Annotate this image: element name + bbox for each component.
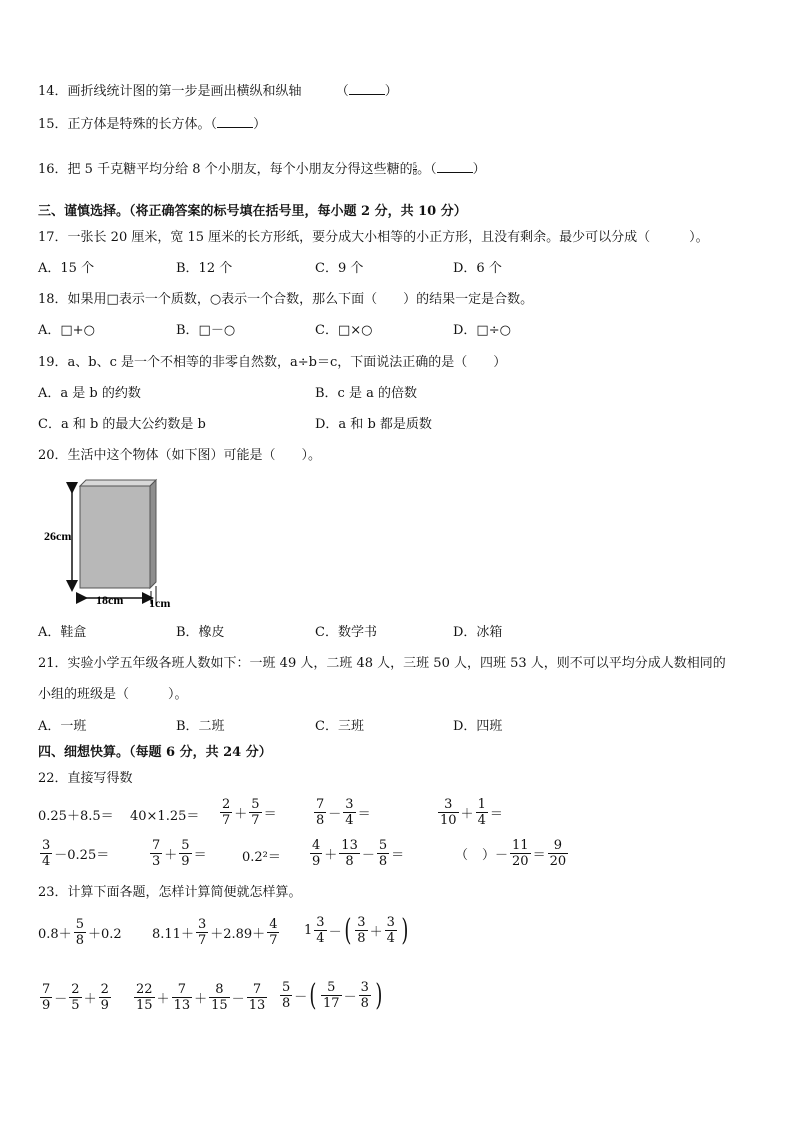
q22-expr-8: 0.2²＝ [242, 849, 281, 865]
q23-expr-5: $\frac{22}{15}$ ＋ $\frac{7}{13}$ ＋ $\frac{8}{15}$ － $\frac{7}{13}$ [136, 982, 266, 1013]
q18-option-d[interactable]: D．□÷○ [453, 323, 511, 338]
q17-option-b[interactable]: B．12 个 [176, 261, 233, 276]
q19-option-b[interactable]: B．c 是 a 的倍数 [315, 386, 417, 401]
q23-expr-2: 8.11＋ $\frac{3}{7}$ ＋2.89＋ $\frac{4}{7}$ [152, 917, 278, 948]
question-23: 23．计算下面各题，怎样计算简便就怎样算。 [38, 885, 302, 900]
fraction: $\frac{5}{8}$ [412, 162, 418, 177]
question-18: 18．如果用□表示一个质数，○表示一个合数，那么下面（ ）的结果一定是合数。 [38, 292, 534, 307]
q22-expr-3: $\frac{2}{7}$ ＋ $\frac{5}{7}$ ＝ [222, 797, 277, 828]
section-4-title: 四、细想快算。（每题 6 分，共 24 分） [38, 745, 272, 760]
q21-option-d[interactable]: D．四班 [453, 719, 503, 734]
book-top [80, 480, 156, 486]
q18-option-b[interactable]: B．□－○ [176, 323, 236, 338]
q22-expr-1: 0.25＋8.5＝ [38, 808, 114, 824]
question-21-cont: 小组的班级是（ ）。 [38, 687, 188, 702]
q22-expr-7: $\frac{7}{3}$ ＋ $\frac{5}{9}$ ＝ [152, 838, 207, 869]
question-17: 17．一张长 20 厘米，宽 15 厘米的长方形纸，要分成大小相等的小正方形，且没有剩余。最少可以分成（ ）。 [38, 230, 709, 245]
q22-expr-4: $\frac{7}{8}$ － $\frac{3}{4}$ ＝ [316, 797, 371, 828]
q22-expr-6: $\frac{3}{4}$ －0.25＝ [42, 838, 110, 869]
question-16: 16．把 5 千克糖平均分给 8 个小朋友，每个小朋友分得这些糖的 $\frac{5}{8}$ 。（ ） [38, 162, 486, 177]
book-figure [38, 476, 188, 616]
width-label: 18cm [96, 593, 124, 607]
depth-label: 1cm [149, 596, 171, 610]
question-22: 22．直接写得数 [38, 771, 133, 786]
question-19: 19．a、b、c 是一个不相等的非零自然数，a÷b＝c，下面说法正确的是（ ） [38, 355, 507, 370]
q18-option-a[interactable]: A．□+○ [38, 323, 95, 338]
answer-blank[interactable] [217, 115, 253, 128]
q21-option-b[interactable]: B．二班 [176, 719, 225, 734]
question-15: 15．正方体是特殊的长方体。（ ） [38, 117, 267, 132]
q22-expr-5: $\frac{3}{10}$ ＋ $\frac{1}{4}$ ＝ [440, 797, 503, 828]
question-21: 21．实验小学五年级各班人数如下：一班 49 人，二班 48 人，三班 50 人，四班 53 人，则不可以平均分成人数相同的 [38, 656, 726, 671]
q22-expr-9: $\frac{4}{9}$ ＋ $\frac{13}{8}$ － $\frac{5}{8}$ ＝ [312, 838, 405, 869]
book-front [80, 486, 150, 588]
answer-blank[interactable] [437, 160, 473, 173]
q19-option-c[interactable]: C．a 和 b 的最大公约数是 b [38, 417, 206, 432]
q22-expr-2: 40×1.25＝ [130, 808, 200, 824]
q23-expr-3: 1 $\frac{3}{4}$ － ( $\frac{3}{8}$ ＋ $\frac{3}{4}$ ) [304, 912, 409, 948]
q17-option-d[interactable]: D．6 个 [453, 261, 502, 276]
book-side [150, 480, 156, 588]
q20-option-c[interactable]: C．数学书 [315, 625, 377, 640]
q22-expr-10: （ ）－ $\frac{11}{20}$ ＝ $\frac{9}{20}$ [455, 838, 567, 869]
q20-option-d[interactable]: D．冰箱 [453, 625, 503, 640]
question-14: 14．画折线统计图的第一步是画出横纵和纵轴 （ ） [38, 84, 398, 99]
q17-option-a[interactable]: A．15 个 [38, 261, 95, 276]
q23-expr-1: 0.8＋ $\frac{5}{8}$ ＋0.2 [38, 917, 122, 948]
q19-option-a[interactable]: A．a 是 b 的约数 [38, 386, 141, 401]
q17-option-c[interactable]: C．9 个 [315, 261, 364, 276]
height-label: 26cm [44, 529, 72, 543]
q23-expr-6: $\frac{5}{8}$ － ( $\frac{5}{17}$ － $\frac{3}{8}$ ) [282, 977, 383, 1013]
answer-blank[interactable] [349, 82, 385, 95]
q21-option-c[interactable]: C．三班 [315, 719, 364, 734]
q18-option-c[interactable]: C．□×○ [315, 323, 373, 338]
q19-option-d[interactable]: D．a 和 b 都是质数 [315, 417, 432, 432]
section-3-title: 三、谨慎选择。（将正确答案的标号填在括号里，每小题 2 分，共 10 分） [38, 204, 467, 219]
q20-option-a[interactable]: A．鞋盒 [38, 625, 87, 640]
q23-expr-4: $\frac{7}{9}$ － $\frac{2}{5}$ ＋ $\frac{2}{9}$ [42, 982, 109, 1013]
q21-option-a[interactable]: A．一班 [38, 719, 87, 734]
question-20: 20．生活中这个物体（如下图）可能是（ ）。 [38, 448, 322, 463]
q20-option-b[interactable]: B．橡皮 [176, 625, 225, 640]
